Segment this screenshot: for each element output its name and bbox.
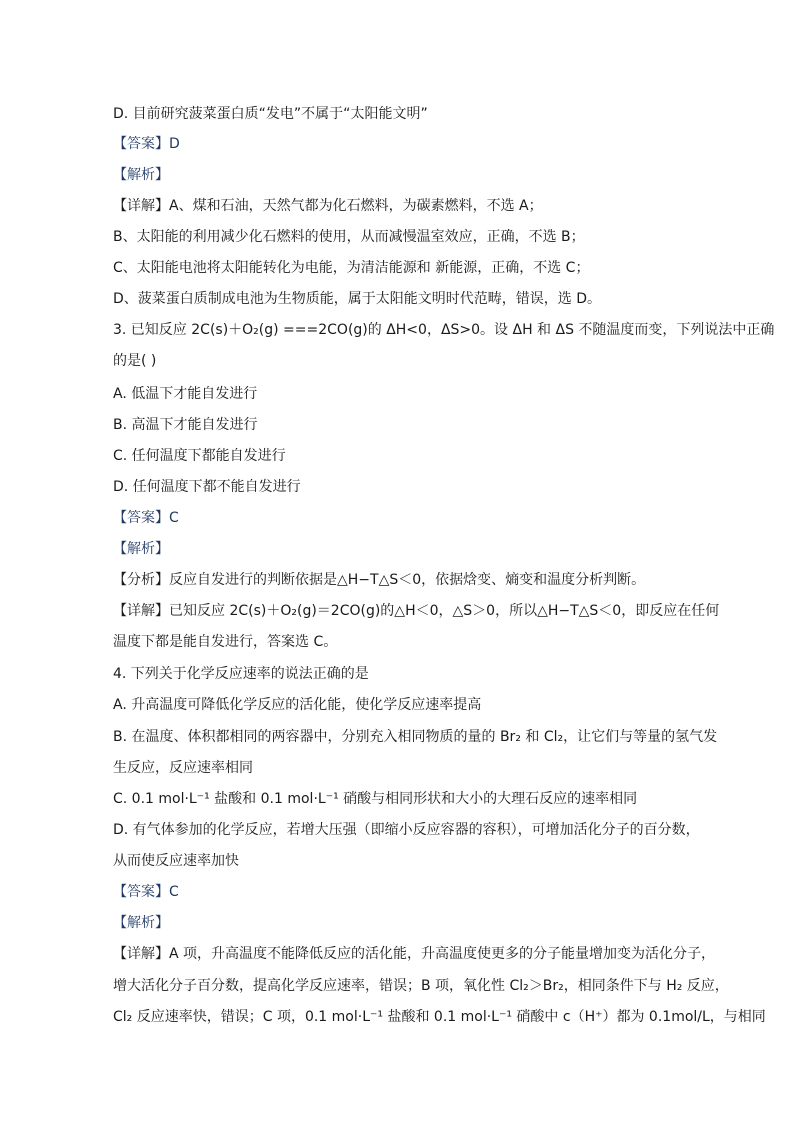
option-line: D. 有气体参加的化学反应，若增大压强（即缩小反应容器的容积），可增加活化分子的百分数， (113, 822, 700, 838)
question-line: 的是( ) (113, 353, 157, 369)
text-line: D、菠菜蛋白质制成电池为生物质能，属于太阳能文明时代范畴，错误，选 D。 (113, 291, 602, 307)
text-line: 温度下都是能自发进行，答案选 C。 (113, 634, 338, 650)
text-line: 【详解】A、煤和石油，天然气都为化石燃料，为碳素燃料，不选 A； (113, 198, 543, 214)
option-line: A. 升高温度可降低化学反应的活化能，使化学反应速率提高 (113, 697, 482, 713)
option-line: C. 任何温度下都能自发进行 (113, 448, 286, 464)
text-line: D. 目前研究菠菜蛋白质“发电”不属于“太阳能文明” (113, 106, 428, 122)
option-line: C. 0.1 mol·L⁻¹ 盐酸和 0.1 mol·L⁻¹ 硝酸与相同形状和大小的大理石反应的速率相同 (113, 791, 638, 807)
text-line: 【分析】反应自发进行的判断依据是△H−T△S＜0，依据焓变、熵变和温度分析判断。 (113, 572, 646, 588)
text-line: B、太阳能的利用减少化石燃料的使用，从而减慢温室效应，正确，不选 B； (113, 229, 585, 245)
answer-label: 【答案】C (113, 884, 179, 900)
question-line: 4. 下列关于化学反应速率的说法正确的是 (113, 666, 369, 682)
text-line: Cl₂ 反应速率快，错误；C 项，0.1 mol·L⁻¹ 盐酸和 0.1 mol·L⁻¹ 硝酸中 c（H⁺）都为 0.1mol/L，与相同 (113, 1009, 766, 1025)
option-line: D. 任何温度下都不能自发进行 (113, 479, 301, 495)
text-line: 【详解】已知反应 2C(s)＋O₂(g)＝2CO(g)的△H＜0，△S＞0，所以△H−T△S＜0，即反应在任何 (113, 603, 720, 619)
text-line: 【详解】A 项，升高温度不能降低反应的活化能，升高温度使更多的分子能量增加变为活化分子， (113, 946, 716, 962)
option-line: B. 在温度、体积都相同的两容器中，分别充入相同物质的量的 Br₂ 和 Cl₂，让它们与等量的氢气发 (113, 729, 718, 745)
answer-label: 【答案】D (113, 136, 180, 152)
option-line: 从而使反应速率加快 (113, 853, 239, 869)
analysis-label: 【解析】 (113, 915, 169, 931)
analysis-label: 【解析】 (113, 541, 169, 557)
option-line: A. 低温下才能自发进行 (113, 386, 258, 402)
option-line: B. 高温下才能自发进行 (113, 417, 258, 433)
text-line: C、太阳能电池将太阳能转化为电能，为清洁能源和 新能源，正确，不选 C； (113, 260, 590, 276)
answer-label: 【答案】C (113, 510, 179, 526)
analysis-label: 【解析】 (113, 167, 169, 183)
option-line: 生反应，反应速率相同 (113, 760, 253, 776)
question-line: 3. 已知反应 2C(s)＋O₂(g) ===2CO(g)的 ΔH<0，ΔS>0。设 ΔH 和 ΔS 不随温度而变，下列说法中正确 (113, 322, 775, 338)
text-line: 增大活化分子百分数，提高化学反应速率，错误；B 项，氧化性 Cl₂＞Br₂，相同条件下与 H₂ 反应， (113, 978, 729, 994)
